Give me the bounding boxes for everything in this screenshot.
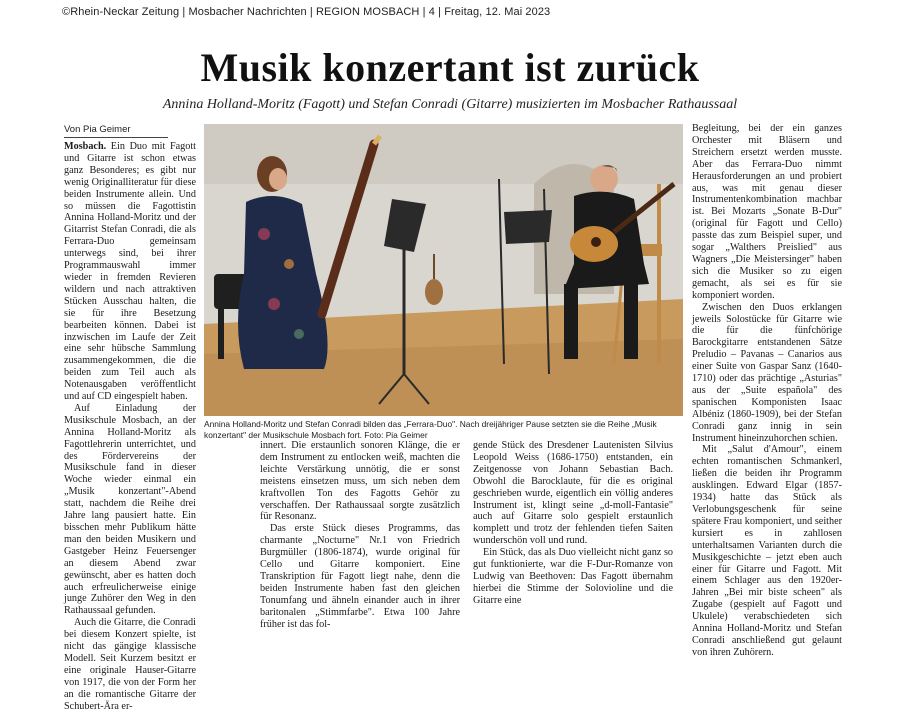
dress-pattern <box>268 298 280 310</box>
article-column-1 <box>64 141 196 712</box>
dress-pattern <box>258 228 270 240</box>
paragraph: gende Stück des Dresdener Lautenisten Silvius Leopold Weiss (1686-1750) entstanden, ein Zeitgenosse von Johann Sebastian Bach. Obwohl die Barocklaute, für die es original geschrieben wurde, eigentlich ein völlig anderes Instrument ist, klingt seine „d-moll-Fantasie" auch auf Gitarre solo gespielt erstaunlich komplett und trotz der fehlenden tiefen Saiten wunderschön voll und rund. <box>473 440 673 547</box>
paragraph: innert. Die erstaunlich sonoren Klänge, die er dem Instrument zu entlocken weiß, machten die leichte Verstärkung unnötig, die er sonst meistens einsetzen muss, um sich neben dem kraftvollen Ton des Fagotts Gehör zu verschaffen. Der Rathaussaal sorgte zusätzlich für Resonanz. <box>260 440 460 523</box>
guitarist-head <box>590 165 618 193</box>
guitarist-leg <box>624 284 638 359</box>
guitar-soundhole <box>591 237 601 247</box>
concert-photo <box>204 124 683 416</box>
paragraph: Das erste Stück dieses Programms, das charmante „Nocturne" Nr.1 von Friedrich Burgmüller (1806-1874), wurde original für Cello und Gitarre komponiert. Eine Transkription für Fagott liegt nahe, denn die beiden Instrumente haben fast den gleichen Tonumfang und ähneln einander auch in ihrer baritonalen „Stimmfarbe". Etwa 100 Jahre früher ist das fol- <box>260 523 460 630</box>
paragraph-text: Ein Duo mit Fagott und Gitarre ist schon etwas ganz Besonderes; es gibt nur wenig Originalliteratur für diese beiden Instrumente allein. Und so müssen die Fagottistin Annina Holland-Moritz und der Gitarrist Stefan Conradi, die als Ferrara-Duo gemeinsam unterwegs sind, bei ihrer Programmauswahl immer wieder in fremden Revieren wildern und nach attraktiven Stücken Ausschau halten, die sie für ihre Besetzung bearbeiten können. Dabei ist inzwischen im Laufe der Zeit eine sehr hübsche Sammlung zusammengekommen, die die beiden zum Teil auch als Notenausgaben veröffentlicht und auf CD eingespielt haben. <box>64 141 196 403</box>
paragraph: Auch die Gitarre, die Conradi bei diesem Konzert spielte, ist nicht das gängige klassische Modell. Seit Kurzem besitzt er eine originale Hauser-Gitarre von 1917, die von der Form her an die romantische Gitarre der Schubert-Ära er- <box>64 617 196 712</box>
paragraph: Mit „Salut d'Amour", einem echten romantischen Schmankerl, ließen die beiden ihr Programm ausklingen. Edward Elgar (1857-1934) hatte das Stück als Verlobungsgeschenk für seine spätere Frau komponiert, und seither kursiert es in zahllosen unterhaltsamen Varianten durch die Musikgeschichte – jetzt eben auch einer für Gitarre und Fagott. Mit einem Schlager aus den 1920er-Jahren „Bei mir biste scheen" als Zugabe (gespielt auf Fagott und Ukulele) verabschiedeten sich Annina Holland-Moritz und Stefan Conradi anschließend gut gelaunt von ihren Zuhörern. <box>692 444 842 658</box>
paragraph: Auf Einladung der Musikschule Mosbach, an der Annina Holland-Moritz als Fagottlehrerin unterrichtet, und des Fördervereins der Musikschule fand in dieser Woche wieder einmal ein „Musik konzertant"-Abend statt, nachdem die Reihe drei Jahre lang pausiert hatte. Ein bisschen mehr Publikum hätte man den beiden Musikern und Gastgeber Heinz Feuersenger an diesem Abend zwar gewünscht, aber es hatten doch auch erfreulicherweise einige junge Zuhörer den Weg in den Rathaussaal gefunden. <box>64 402 196 617</box>
guitarist-music-stand <box>504 210 552 244</box>
paragraph: Zwischen den Duos erklangen jeweils Solostücke für Gitarre wie die für die fünfchörige Barockgitarre entstandenen Sätze Preludio – Pavanas – Canarios aus einer Suite von Gaspar Sanz (1640-1710) oder das prächtige „Asturias" aus der „Suite española" des spanischen Komponisten Isaac Albéniz (1860-1909), bei der Stefan Conradi ganz innig in sein Instrument hineinzuhorchen schien. <box>692 301 842 444</box>
paragraph: Ein Stück, das als Duo vielleicht nicht ganz so gut funktionierte, war die F-Dur-Romanze von Ludwig van Beethoven: Das Fagott übernahm hierbei die Stimme der Solovioline und die Gitarre eine <box>473 547 673 606</box>
paragraph: Begleitung, bei der ein ganzes Orchester mit Bläsern und Streichern ersetzt werden musste. Aber das Ferrara-Duo nimmt Herausforderungen an und probiert aus, was mit genau dieser Instrumentenkombination machbar ist. Bei Mozarts „Sonate B-Dur" (original für Fagott und Cello) passte das zum Beispiel super, und sogar „Walthers Preislied" aus Wagners „Die Meistersinger" haben sich die Musiker so zu eigen gemacht, als sei es für sie komponiert worden. <box>692 123 842 301</box>
dress-pattern <box>294 329 304 339</box>
page-header: ©Rhein-Neckar Zeitung | Mosbacher Nachrichten | REGION MOSBACH | 4 | Freitag, 12. Mai 2023 <box>62 6 551 18</box>
guitarist-leg <box>564 284 578 359</box>
dress-pattern <box>284 259 294 269</box>
concert-photo-image <box>204 124 683 416</box>
bassoonist-face <box>269 168 287 190</box>
article-column-3 <box>473 440 673 637</box>
bench-leg <box>218 309 224 359</box>
byline-rule <box>64 137 168 138</box>
ukulele <box>425 279 443 305</box>
headline: Musik konzertant ist zurück <box>200 45 700 90</box>
byline: Von Pia Geimer <box>64 124 131 135</box>
article-column-4 <box>692 123 842 658</box>
paragraph <box>64 141 196 403</box>
photo-caption: Annina Holland-Moritz und Stefan Conradi bilden das „Ferrara-Duo". Nach dreijähriger Pause setzten sie die Reihe „Musik konzertant" der Musikschule Mosbach fort. Foto: Pia Geimer <box>204 419 657 440</box>
article-column-2 <box>260 440 460 637</box>
subheadline: Annina Holland-Moritz (Fagott) und Stefan Conradi (Gitarre) musizierten im Mosbacher Rathaussaal <box>162 97 738 112</box>
dateline: Mosbach. <box>64 141 107 152</box>
